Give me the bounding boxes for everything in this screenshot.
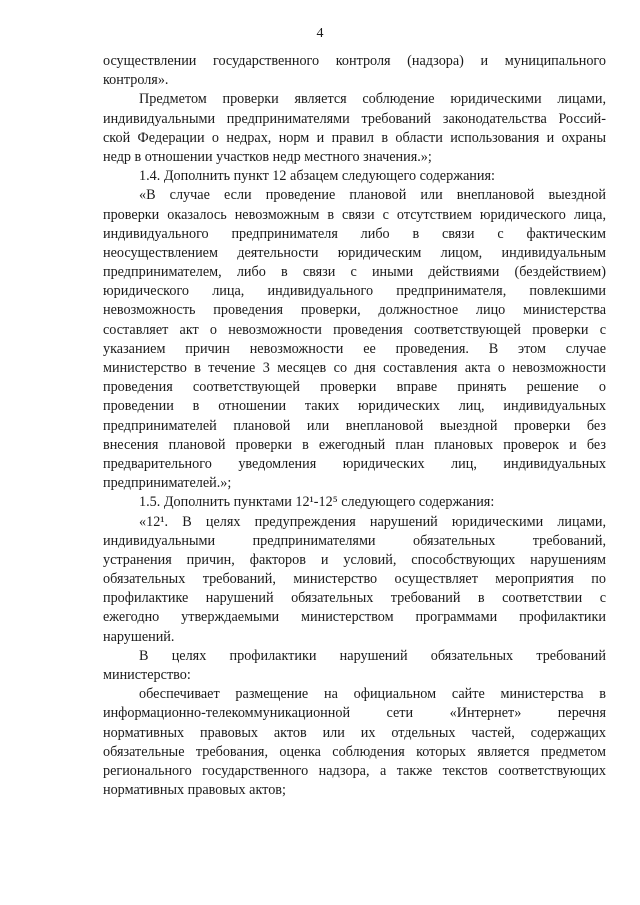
text-line: составляет акт о невозможности проведения соответствующей проверки с <box>103 321 606 338</box>
text-line: предпринимателем, либо в связи с иными действиями (бездействием) <box>103 264 606 281</box>
text-line: юридического лица, индивидуального предпринимателя, повлекшими <box>103 283 606 300</box>
text-line: предпринимателей.»; <box>103 475 232 492</box>
text-line: предпринимателей плановой или внеплановой выездной проверки без <box>103 417 606 434</box>
text-line: невозможность проведения проверки, должностное лицо министерства <box>103 302 606 319</box>
text-line: 1.5. Дополнить пунктами 12¹-12⁵ следующего содержания: <box>139 494 495 511</box>
text-line: ской Федерации о недрах, норм и правил в области использования и охраны <box>103 129 606 146</box>
text-line: информационно-телекоммуникационной сети «Интернет» перечня <box>103 705 606 722</box>
text-line: «12¹. В целях предупреждения нарушений юридическими лицами, <box>139 513 606 530</box>
text-line: Предметом проверки является соблюдение юридическими лицами, <box>139 91 606 108</box>
text-line: предварительного уведомления юридических лиц, индивидуальных <box>103 455 606 472</box>
text-line: индивидуальными предпринимателями обязательных требований, <box>103 532 606 549</box>
text-line: проверки оказалось невозможным в связи с отсутствием юридического лица, <box>103 206 606 223</box>
text-line: обеспечивает размещение на официальном сайте министерства в <box>139 686 606 703</box>
text-line: внесения плановой проверки в ежегодный план плановых проверок и без <box>103 436 606 453</box>
text-line: 1.4. Дополнить пункт 12 абзацем следующего содержания: <box>139 168 495 185</box>
text-line: индивидуальными предпринимателями требований законодательства Россий- <box>103 110 606 127</box>
text-line: регионального государственного надзора, а также текстов соответствующих <box>103 762 606 779</box>
text-line: проведении в отношении таких юридических лиц, индивидуальных <box>103 398 606 415</box>
document-body <box>103 52 606 800</box>
text-line: указанием причин невозможности ее проведения. В этом случае <box>103 340 606 357</box>
text-line: контроля». <box>103 72 169 89</box>
text-line: обязательных требований, министерство осуществляет мероприятия по <box>103 571 606 588</box>
text-line: обязательные требования, оценка соблюдения которых является предметом <box>103 743 606 760</box>
text-line: нормативных правовых актов; <box>103 782 286 799</box>
text-line: профилактике нарушений обязательных требований в соответствии с <box>103 590 606 607</box>
text-line: неосуществлением деятельности юридическим лицом, индивидуальным <box>103 244 606 261</box>
page-number: 4 <box>316 26 324 41</box>
text-line: недр в отношении участков недр местного значения.»; <box>103 148 432 165</box>
text-line: индивидуального предпринимателя либо в связи с фактическим <box>103 225 606 242</box>
text-line: проведения соответствующей проверки вправе принять решение о <box>103 379 606 396</box>
text-line: устранения причин, факторов и условий, способствующих нарушениям <box>103 551 606 568</box>
text-line: министерство в течение 3 месяцев со дня составления акта о невозможности <box>103 360 606 376</box>
text-line: «В случае если проведение плановой или внеплановой выездной <box>139 187 606 204</box>
text-line: В целях профилактики нарушений обязательных требований <box>139 647 606 664</box>
text-line: ежегодно утверждаемыми министерством программами профилактики <box>103 609 606 626</box>
text-line: министерство: <box>103 667 191 683</box>
text-line: нарушений. <box>103 628 175 645</box>
text-line: нормативных правовых актов или их отдельных частей, содержащих <box>103 724 606 741</box>
text-line: осуществлении государственного контроля (надзора) и муниципального <box>103 53 606 69</box>
